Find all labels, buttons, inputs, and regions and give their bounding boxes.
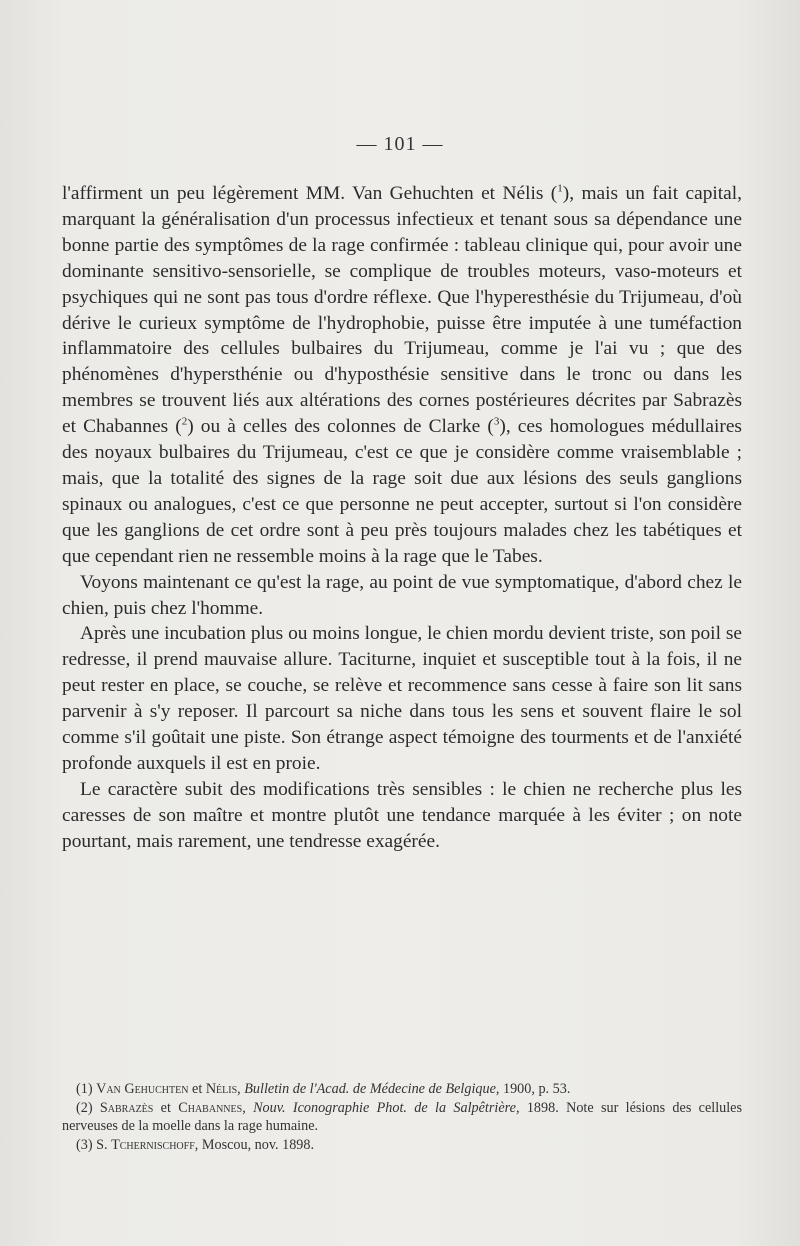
page-number: — 101 — xyxy=(356,133,444,155)
footnote-1 xyxy=(62,1080,742,1099)
text-run: , 1900, p. 53. xyxy=(495,1081,571,1097)
text-run: ) ou à celles des colonnes de Clarke ( xyxy=(187,416,494,438)
text-run: Le caractère subit des modifications très sensibles : le chien ne recherche plus les caresses de son maître et montre plutôt une tendance marquée à les éviter ; on note pourtant, mais rarement, une tendresse exagérée. xyxy=(62,778,742,852)
text-run: et xyxy=(188,1081,206,1097)
text-run: (1) xyxy=(76,1081,97,1097)
text-run: ), mais un fait capital, marquant la généralisation d'un processus infectieux et tenant sous sa dépendance une bonne partie des symptômes de la rage confirmée : tableau clinique qui, pour avoir une dominante sensitivo-sensorielle, se complique de troubles moteurs, vaso-moteurs et psychiques qui ne sont pas tous d'ordre réflexe. Que l'hyperesthésie du Trijumeau, d'où dérive le curieux symptôme de l'hydrophobie, puisse être imputée à une tuméfaction inflammatoire des cellules bulbaires du Trijumeau, comme je l'ai vu ; que des phénomènes d'hypersthénie ou d'hyposthésie sensitive dans le tronc ou dans les membres se trouvent liés aux altérations des cornes postérieures décrites par Sabrazès et Chabannes ( xyxy=(62,183,743,438)
publication-title: Bulletin de l'Acad. de Médecine de Belgique xyxy=(244,1081,496,1097)
footnote-2 xyxy=(62,1099,742,1136)
author-name: Nélis xyxy=(205,1081,238,1097)
author-name: Van Gehuchten xyxy=(96,1081,189,1097)
text-run: , xyxy=(237,1081,245,1097)
text-run: , Moscou, nov. 1898. xyxy=(194,1136,315,1153)
text-run: (2) xyxy=(76,1099,100,1116)
paragraph-1 xyxy=(62,181,742,570)
text-run: Après une incubation plus ou moins longue, le chien mordu devient triste, son poil se redresse, il prend mauvaise allure. Taciturne, inquiet et susceptible tout à la fois, il ne peut rester en place, se couche, se relève et recommence sans cesse à faire son lit sans parvenir à s'y reposer. Il parcourt sa niche dans tous les sens et souvent flaire le sol comme s'il goûtait une piste. Son étrange aspect témoigne des tourments et de l'anxiété profonde auxquels il est en proie. xyxy=(62,623,742,774)
footnote-ref-2: 2 xyxy=(181,415,188,428)
text-run: , xyxy=(242,1099,254,1116)
paragraph-2 xyxy=(62,570,742,622)
text-run: et xyxy=(153,1099,179,1116)
text-run: , 1898. Note sur lésions des cellules nerveuses de la moelle dans la rage humaine. xyxy=(62,1099,743,1135)
text-run: l'affirment un peu légèrement MM. Van Gehuchten et Nélis ( xyxy=(62,183,558,204)
text-run: (3) S. xyxy=(76,1136,112,1153)
footnotes xyxy=(62,1080,742,1154)
paragraph-4 xyxy=(62,777,742,855)
body-text xyxy=(62,181,742,855)
author-name: Tchernischoff xyxy=(111,1136,195,1153)
author-name: Sabrazès xyxy=(99,1099,154,1116)
author-name: Chabannes xyxy=(178,1099,243,1116)
footnote-ref-3: 3 xyxy=(493,415,500,428)
footnote-ref-1: 1 xyxy=(557,182,563,195)
publication-title: Nouv. Iconographie Phot. de la Salpêtrière xyxy=(253,1099,516,1116)
text-run: ), ces homologues médullaires des noyaux bulbaires du Trijumeau, c'est ce que je considère comme vraisemblable ; mais, que la totalité des signes de la rage soit due aux lésions des seuls ganglions spinaux ou analogues, c'est ce que personne ne peut accepter, surtout si l'on considère que les ganglions de cet ordre sont à peu près toujours malades chez les tabétiques et que cependant rien ne ressemble moins à la rage que le Tabes. xyxy=(62,416,742,567)
text-run: Voyons maintenant ce qu'est la rage, au point de vue symptomatique, d'abord chez le chien, puis chez l'homme. xyxy=(62,571,742,619)
paragraph-3 xyxy=(62,621,742,776)
footnote-3 xyxy=(62,1136,742,1155)
